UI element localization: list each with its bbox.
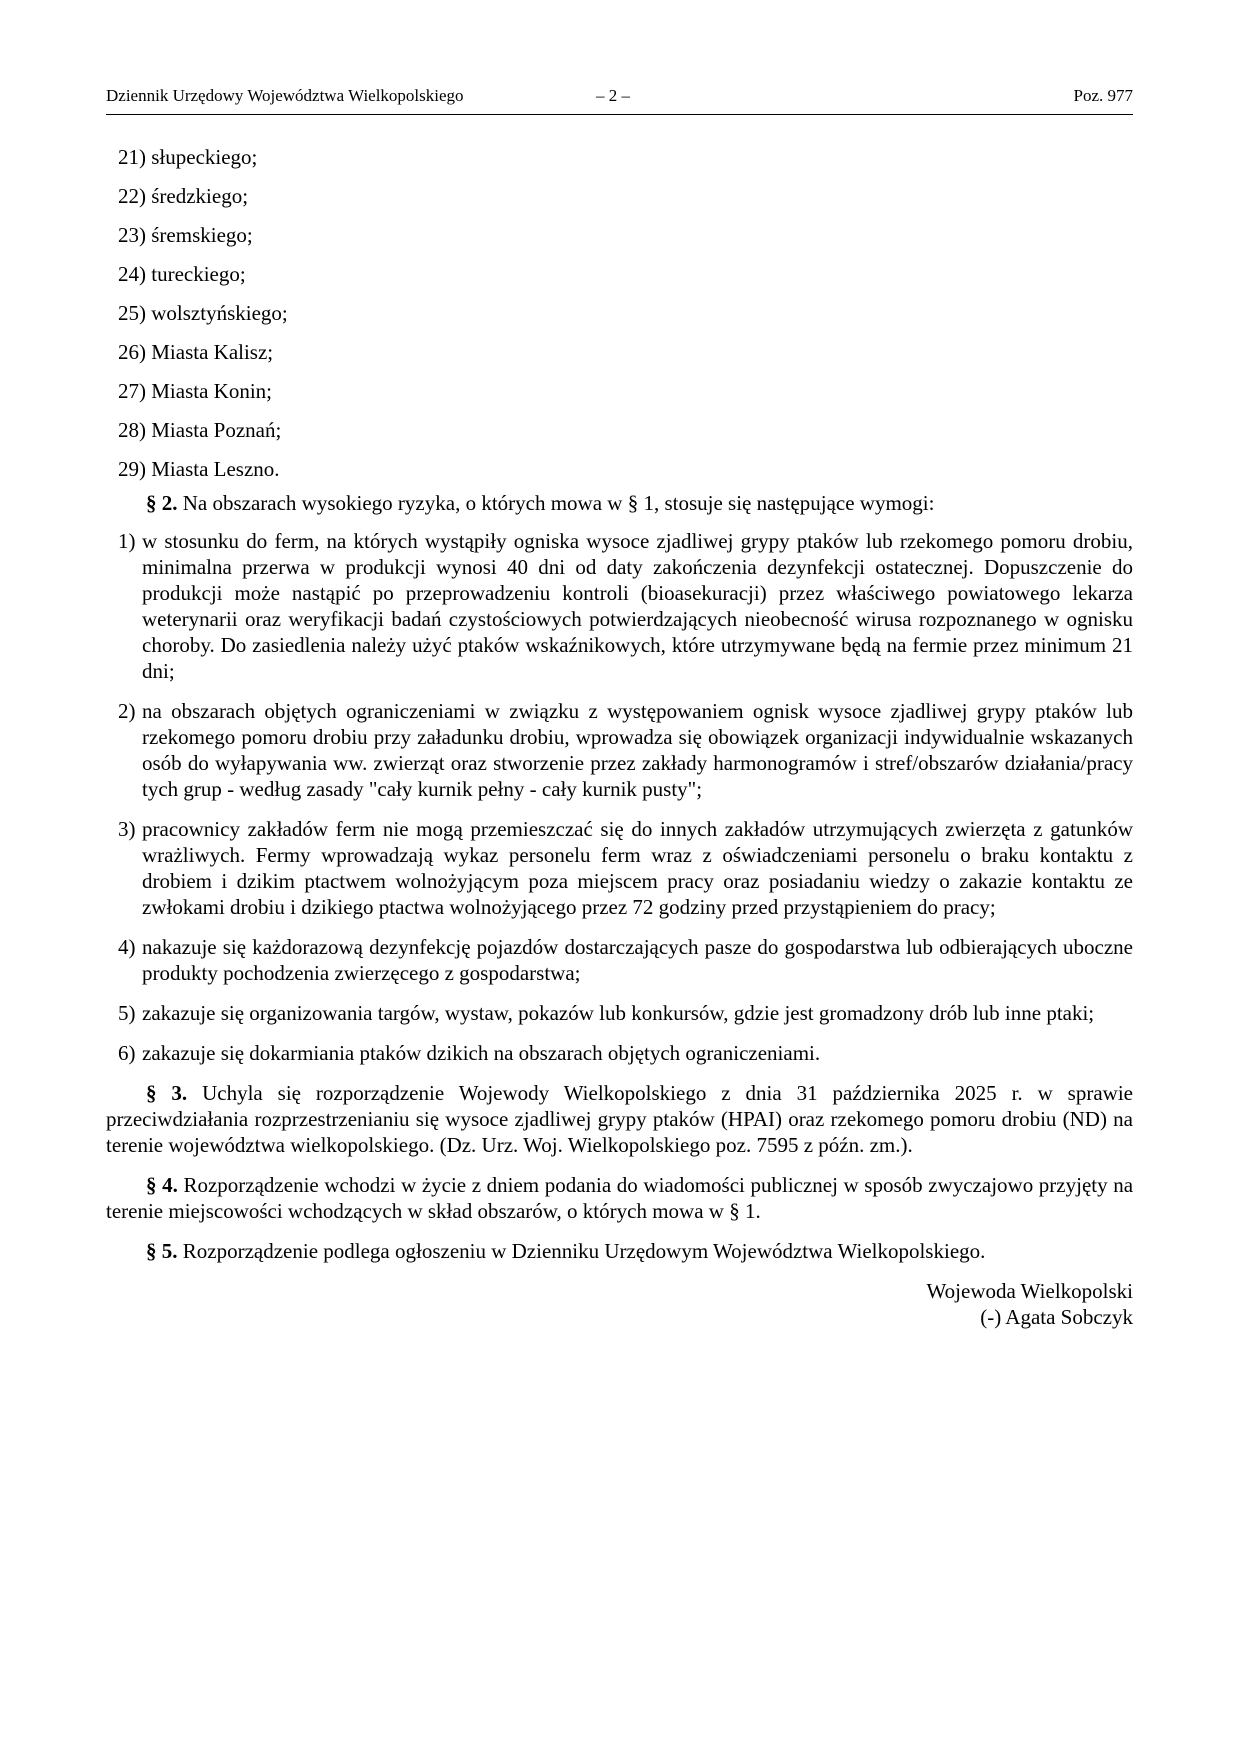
section-3 — [106, 1080, 1133, 1158]
list-item: 25) wolsztyńskiego; — [118, 301, 288, 325]
section-4 — [106, 1172, 1133, 1224]
section-2 — [106, 490, 1133, 516]
section-text: Rozporządzenie wchodzi w życie z dniem podania do wiadomości publicznej w sposób zwyczajowo przyjęty na terenie miejscowości wchodzących w skład obszarów, o których mowa w § 1. — [106, 1173, 1134, 1223]
county-list — [106, 144, 1133, 490]
signatory-title: Wojewoda Wielkopolski — [926, 1279, 1133, 1303]
list-item: 29) Miasta Leszno. — [118, 457, 280, 481]
signature-block — [106, 1278, 1133, 1330]
section-label: § 3. — [146, 1081, 188, 1105]
page-header — [106, 84, 1133, 115]
section-text: Uchyla się rozporządzenie Wojewody Wielkopolskiego z dnia 31 października 2025 r. w sprawie przeciwdziałania rozprzestrzenianiu się wysoce zjadliwej grypy ptaków (HPAI) oraz rzekomego pomoru drobiu (ND) na terenie województwa wielkopolskiego. (Dz. Urz. Woj. Wielkopolskiego poz. 7595 z późn. zm.). — [106, 1081, 1133, 1157]
list-item: 23) śremskiego; — [118, 223, 253, 247]
list-item: 5) zakazuje się organizowania targów, wystaw, pokazów lub konkursów, gdzie jest gromadzony drób lub inne ptaki; — [118, 1001, 1095, 1025]
list-item: 2) na obszarach objętych ograniczeniami w związku z występowaniem ognisk wysoce zjadliwej grypy ptaków lub rzekomego pomoru drobiu przy załadunku drobiu, wprowadza się obowiązek organizacji indywidualnie wskazanych osób do wyłapywania ww. zwierząt oraz stworzenie przez zakłady harmonogramów i stref/obszarów działania/pracy tych grup - według zasady "cały kurnik pełny - cały kurnik pusty"; — [118, 699, 1133, 801]
signatory-name: (-) Agata Sobczyk — [980, 1305, 1133, 1329]
list-item: 28) Miasta Poznań; — [118, 418, 282, 442]
list-item: 24) tureckiego; — [118, 262, 246, 286]
requirements-list — [106, 528, 1133, 1066]
list-item: 22) średzkiego; — [118, 184, 249, 208]
page-number: – 2 – — [596, 86, 630, 105]
section-text: Rozporządzenie podlega ogłoszeniu w Dzienniku Urzędowym Województwa Wielkopolskiego. — [182, 1239, 986, 1263]
list-item: 1) w stosunku do ferm, na których wystąpiły ogniska wysoce zjadliwej grypy ptaków lub rzekomego pomoru drobiu, minimalna przerwa w produkcji wynosi 40 dni od daty zakończenia dezynfekcji ostatecznej. Dopuszczenie do produkcji może nastąpić po przeprowadzeniu kontroli (bioasekuracji) przez właściwego powiatowego lekarza weterynarii oraz weryfikacji badań czystościowych potwierdzających nieobecność wirusa rozpoznanego w ognisku choroby. Do zasiedlenia należy użyć ptaków wskaźnikowych, które utrzymywane będą na fermie przez minimum 21 dni; — [118, 529, 1133, 683]
section-label: § 2. — [146, 491, 178, 515]
journal-title: Dziennik Urzędowy Województwa Wielkopolskiego — [106, 86, 464, 105]
document-body — [106, 144, 1133, 1330]
list-item: 26) Miasta Kalisz; — [118, 340, 274, 364]
position-number: Poz. 977 — [1073, 86, 1133, 105]
list-item: 3) pracownicy zakładów ferm nie mogą przemieszczać się do innych zakładów utrzymujących zwierzęta z gatunków wrażliwych. Fermy wprowadzają wykaz personelu ferm wraz z oświadczeniami personelu o braku kontaktu z drobiem i dzikim ptactwem wolnożyjącym poza miejscem pracy oraz posiadaniu wiedzy o zakazie kontaktu ze zwłokami drobiu i dzikiego ptactwa wolnożyjącego przez 72 godziny przed przystąpieniem do pracy; — [118, 817, 1133, 919]
section-label: § 4. — [146, 1173, 178, 1197]
list-item: 4) nakazuje się każdorazową dezynfekcję pojazdów dostarczających pasze do gospodarstwa lub odbierających uboczne produkty pochodzenia zwierzęcego z gospodarstwa; — [118, 935, 1133, 985]
list-item: 21) słupeckiego; — [118, 145, 258, 169]
list-item: 6) zakazuje się dokarmiania ptaków dzikich na obszarach objętych ograniczeniami. — [118, 1041, 821, 1065]
section-label: § 5. — [146, 1239, 178, 1263]
section-5 — [106, 1238, 1133, 1264]
section-text: Na obszarach wysokiego ryzyka, o których mowa w § 1, stosuje się następujące wymogi: — [182, 491, 935, 515]
list-item: 27) Miasta Konin; — [118, 379, 272, 403]
